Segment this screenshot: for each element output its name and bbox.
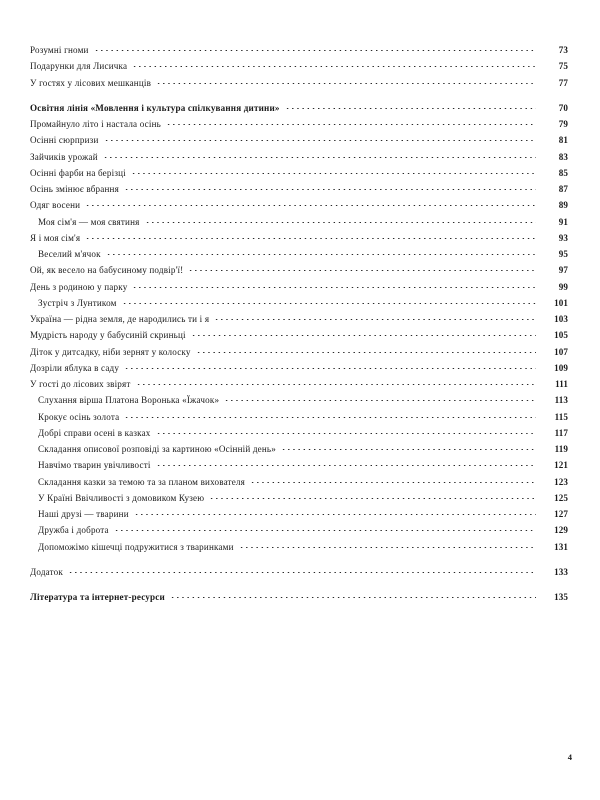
toc-entry-title: Допоможімо кішечці подружитися з тваринками xyxy=(38,541,234,552)
toc-entry-page-number: 73 xyxy=(558,45,568,55)
toc-entry-title: Навчімо тварин увічливості xyxy=(38,460,151,471)
toc-entry-page-number: 83 xyxy=(558,151,568,162)
toc-entry[interactable] xyxy=(30,591,568,607)
toc-entry-page-number: 97 xyxy=(558,265,568,276)
toc-entry[interactable] xyxy=(30,476,568,492)
toc-entry-page-number: 70 xyxy=(558,102,568,113)
toc-dot-leader xyxy=(68,566,536,575)
toc-entry[interactable] xyxy=(30,77,568,93)
toc-entry-title: У гості до лісових звірят xyxy=(30,379,131,389)
toc-entry[interactable] xyxy=(30,329,568,345)
toc-entry-title: Зайчиків урожай xyxy=(30,151,98,162)
toc-entry-page-number: 119 xyxy=(554,444,568,454)
toc-entry-page-number: 113 xyxy=(554,395,568,406)
toc-entry[interactable] xyxy=(30,427,568,443)
toc-entry-title: Складання казки за темою та за планом вихователя xyxy=(38,476,246,487)
toc-entry[interactable] xyxy=(30,151,568,167)
toc-entry-title: День з родиною у парку xyxy=(30,281,128,292)
toc-entry-title: Подарунки для Лисичка xyxy=(30,61,128,72)
toc-entry-page-number: 117 xyxy=(554,427,568,438)
toc-entry[interactable] xyxy=(30,102,568,118)
toc-entry[interactable] xyxy=(30,394,568,410)
toc-dot-leader xyxy=(106,248,536,257)
toc-entry[interactable] xyxy=(30,566,568,582)
toc-entry-page-number: 85 xyxy=(558,167,568,178)
toc-entry-page-number: 123 xyxy=(554,476,568,487)
toc-dot-leader xyxy=(170,591,536,600)
toc-entry-title: Моя сім'я — моя святиня xyxy=(38,216,140,227)
toc-dot-leader xyxy=(124,183,536,192)
toc-entry[interactable] xyxy=(30,281,568,297)
toc-entry-page-number: 95 xyxy=(558,249,568,259)
toc-entry-title: У Країні Ввічливості з домовиком Кузею xyxy=(38,492,205,503)
toc-dot-leader xyxy=(156,427,536,436)
toc-entry-title: У гостях у лісових мешканців xyxy=(30,77,152,88)
toc-entry-page-number: 105 xyxy=(554,330,568,341)
toc-dot-leader xyxy=(156,459,536,468)
toc-entry-page-number: 81 xyxy=(558,135,568,146)
toc-entry[interactable] xyxy=(30,44,568,60)
toc-entry-page-number: 115 xyxy=(554,411,568,422)
toc-entry-title: Наші друзі — тварини xyxy=(38,509,129,519)
toc-entry[interactable] xyxy=(30,60,568,76)
toc-entry[interactable] xyxy=(30,508,568,524)
toc-dot-leader xyxy=(196,346,536,355)
toc-entry-title: Одяг восени xyxy=(30,200,81,211)
toc-entry-title: Діток у дитсадку, ніби зернят у колоску xyxy=(30,346,191,357)
toc-entry[interactable] xyxy=(30,216,568,232)
toc-entry-title: Зустріч з Лунтиком xyxy=(38,297,117,308)
toc-dot-leader xyxy=(134,508,536,517)
toc-dot-leader xyxy=(124,411,536,420)
toc-dot-leader xyxy=(136,378,536,387)
page-folio-number: 4 xyxy=(567,752,572,762)
toc-entry-title: Веселий м'ячок xyxy=(38,249,101,259)
toc-entry-title: Складання описової розповіді за картиною «Осінній день» xyxy=(38,444,276,454)
toc-entry-page-number: 133 xyxy=(554,566,568,577)
toc-entry[interactable] xyxy=(30,183,568,199)
toc-dot-leader xyxy=(124,362,536,371)
toc-dot-leader xyxy=(281,443,536,452)
toc-entry[interactable] xyxy=(30,134,568,150)
toc-entry-page-number: 87 xyxy=(558,184,568,194)
toc-entry-list xyxy=(30,44,568,607)
toc-entry[interactable] xyxy=(30,313,568,329)
toc-dot-leader xyxy=(122,297,536,306)
toc-entry-title: Осінні сюрпризи xyxy=(30,135,99,146)
toc-entry[interactable] xyxy=(30,492,568,508)
toc-entry[interactable] xyxy=(30,118,568,134)
toc-entry-page-number: 111 xyxy=(555,379,568,389)
toc-entry[interactable] xyxy=(30,411,568,427)
toc-entry-title: Добрі справи осені в казках xyxy=(38,427,151,438)
toc-dot-leader xyxy=(104,134,536,143)
toc-entry-page-number: 99 xyxy=(558,281,568,292)
toc-entry-page-number: 121 xyxy=(554,460,568,471)
toc-entry[interactable] xyxy=(30,346,568,362)
toc-entry-page-number: 127 xyxy=(554,509,568,519)
toc-entry[interactable] xyxy=(30,524,568,540)
toc-entry-title: Осінь змінює вбрання xyxy=(30,184,119,194)
toc-entry[interactable] xyxy=(30,199,568,215)
toc-entry-page-number: 135 xyxy=(554,592,568,602)
toc-dot-leader xyxy=(85,199,536,208)
toc-entry-page-number: 129 xyxy=(554,525,568,536)
toc-entry-page-number: 91 xyxy=(558,216,568,227)
toc-entry-title: Література та інтернет-ресурси xyxy=(30,592,165,602)
toc-entry-page-number: 75 xyxy=(558,61,568,72)
toc-entry-title: Додаток xyxy=(30,566,64,577)
toc-entry[interactable] xyxy=(30,378,568,394)
toc-entry-page-number: 125 xyxy=(554,492,568,503)
toc-entry-title: Ой, як весело на бабусиному подвір'ї! xyxy=(30,265,184,276)
toc-entry-title: Мудрість народу у бабусиній скриньці xyxy=(30,330,186,341)
toc-entry-title: Дозріли яблука в саду xyxy=(30,362,120,373)
toc-dot-leader xyxy=(224,394,536,403)
toc-entry[interactable] xyxy=(30,362,568,378)
toc-entry-page-number: 77 xyxy=(558,77,568,88)
toc-entry[interactable] xyxy=(30,443,568,459)
toc-entry-title: Україна — рідна земля, де народились ти і я xyxy=(30,314,210,324)
toc-dot-leader xyxy=(285,102,536,111)
toc-entry[interactable] xyxy=(30,248,568,264)
toc-dot-leader xyxy=(166,118,536,127)
toc-dot-leader xyxy=(209,492,536,501)
toc-entry[interactable] xyxy=(30,264,568,280)
toc-entry-title: Слухання вірша Платона Воронька «Їжачок» xyxy=(38,395,220,406)
toc-entry-page-number: 131 xyxy=(554,541,568,552)
toc-entry[interactable] xyxy=(30,297,568,313)
toc-entry[interactable] xyxy=(30,167,568,183)
toc-entry-title: Промайнуло літо і настала осінь xyxy=(30,119,161,129)
toc-dot-leader xyxy=(191,329,536,338)
toc-entry-page-number: 109 xyxy=(554,362,568,373)
toc-entry-page-number: 101 xyxy=(554,297,568,308)
toc-entry-title: Дружба і доброта xyxy=(38,525,109,536)
toc-dot-leader xyxy=(145,216,536,225)
toc-entry-title: Розумні гноми xyxy=(30,45,89,55)
toc-entry-title: Освітня лінія «Мовлення і культура спілкування дитини» xyxy=(30,102,280,113)
toc-dot-leader xyxy=(132,60,536,69)
toc-entry[interactable] xyxy=(30,541,568,557)
toc-dot-leader xyxy=(103,151,536,160)
toc-entry-title: Крокує осінь золота xyxy=(38,411,120,422)
toc-entry[interactable] xyxy=(30,232,568,248)
toc-dot-leader xyxy=(94,44,536,53)
toc-dot-leader xyxy=(131,167,536,176)
toc-entry-page-number: 103 xyxy=(554,314,568,324)
toc-dot-leader xyxy=(250,476,536,485)
toc-dot-leader xyxy=(214,313,536,322)
toc-entry[interactable] xyxy=(30,459,568,475)
toc-entry-page-number: 89 xyxy=(558,200,568,211)
toc-dot-leader xyxy=(85,232,536,241)
toc-dot-leader xyxy=(188,264,536,273)
toc-dot-leader xyxy=(239,541,536,550)
toc-entry-page-number: 107 xyxy=(554,346,568,357)
toc-entry-title: Я і моя сім'я xyxy=(30,232,81,243)
toc-entry-page-number: 79 xyxy=(558,119,568,129)
toc-dot-leader xyxy=(114,524,536,533)
toc-dot-leader xyxy=(156,77,536,86)
toc-entry-page-number: 93 xyxy=(558,232,568,243)
toc-dot-leader xyxy=(132,281,536,290)
toc-entry-title: Осінні фарби на берізці xyxy=(30,167,126,178)
